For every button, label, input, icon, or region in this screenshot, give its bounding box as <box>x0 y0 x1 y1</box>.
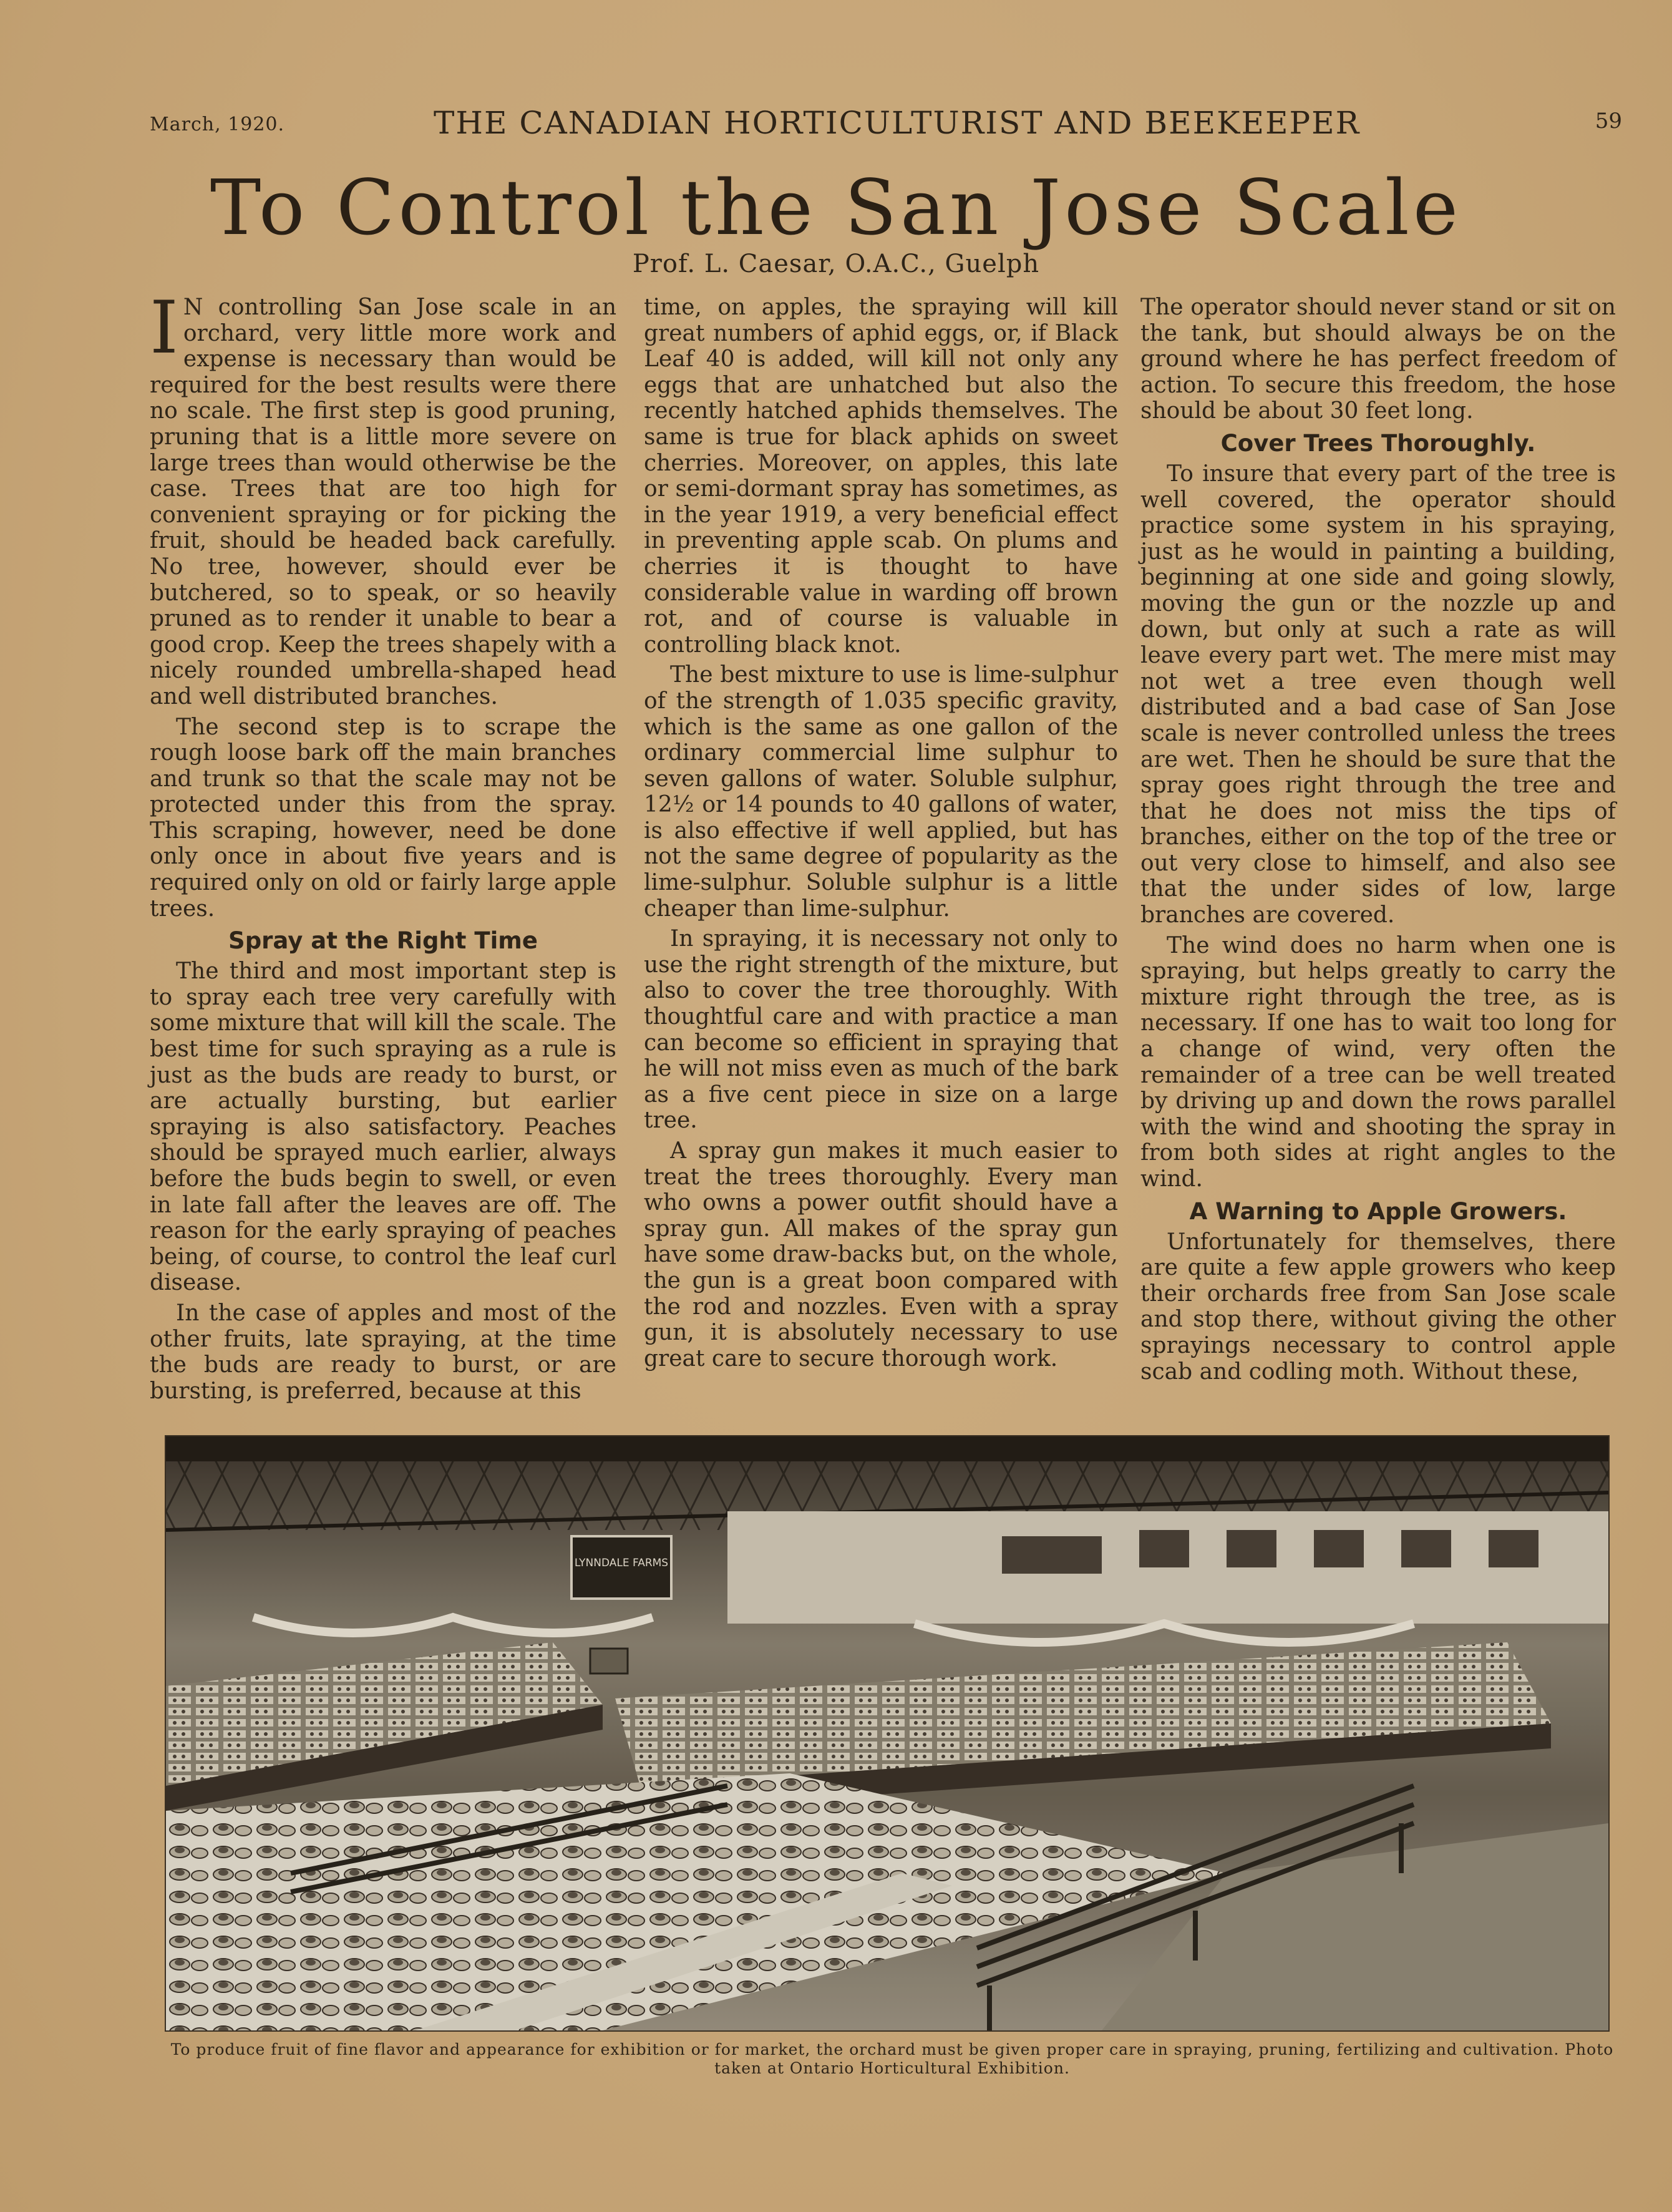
article-column-1 <box>150 286 616 1408</box>
paragraph: Unfortunately for themselves, there are quite a few apple growers who keep their orchards free from San Jose scale and stop there, without giving the other sprayings necessary to control apple scab and codling moth. Without these, <box>1140 1229 1616 1385</box>
exhibition-photo-illustration <box>166 1436 1608 2030</box>
paragraph: The wind does no harm when one is spraying, but helps greatly to carry the mixture right through the tree, as is necessary. If one has to wait too long for a change of wind, very often the remainder of a tree can be well treated by driving up and down the rows parallel with the wind and shooting the spray in from both sides at right angles to the wind. <box>1140 932 1616 1192</box>
paragraph: In the case of apples and most of the other fruits, late spraying, at the time the buds are ready to burst, or are bursting, is preferred, because at this <box>150 1300 616 1404</box>
publication-title: THE CANADIAN HORTICULTURIST AND BEEKEEPER <box>434 105 1361 141</box>
running-head <box>150 105 1622 149</box>
article-column-3 <box>1140 295 1616 1389</box>
paragraph: The operator should never stand or sit on the tank, but should always be on the ground where he has perfect freedom of action. To secure this freedom, the hose should be about 30 feet long. <box>1140 295 1616 424</box>
paragraph: To insure that every part of the tree is well covered, the operator should practice some system in his spraying, just as he would in painting a building, beginning at one side and going slowly, moving the gun or the nozzle up and down, but only at such a rate as will leave every part wet. The mere mist may not wet a tree even though well distributed and a bad case of San Jose scale is never controlled unless the trees are wet. Then he should be sure that the spray goes right through the tree and that he does not miss the tips of branches, either on the top of the tree or out very close to himself, and also see that the under sides of low, large branches are covered. <box>1140 460 1616 928</box>
drop-cap: I <box>150 286 178 370</box>
page-number: 59 <box>1595 109 1622 134</box>
article-column-2 <box>644 295 1118 1376</box>
issue-date: March, 1920. <box>150 114 285 135</box>
paragraph: The best mixture to use is lime-sulphur of the strength of 1.035 specific gravity, which is the same as one gallon of the ordinary commercial lime sulphur to seven gallons of water. Soluble sulphur, 12½ or 14 pounds to 40 gallons of water, is also effective if well applied, but has not the same degree of popularity as the lime-sulphur. Soluble sulphur is a little cheaper than lime-sulphur. <box>644 662 1118 922</box>
paragraph: time, on apples, the spraying will kill great numbers of aphid eggs, or, if Black Leaf 40 is added, will kill not only any eggs that are unhatched but also the recently hatched aphids themselves. The same is true for black aphids on sweet cherries. Moreover, on apples, this late or semi-dormant spray has sometimes, as in the year 1919, a very beneficial effect in preventing apple scab. On plums and cherries it is thought to have considerable value in warding off brown rot, and of course is valuable in controlling black knot. <box>644 295 1118 658</box>
paragraph: The second step is to scrape the rough loose bark off the main branches and trunk so that the scale may not be protected under this from the spray. This scraping, however, need be done only once in about five years and is required only on old or fairly large apple trees. <box>150 714 616 922</box>
exhibition-photo <box>165 1435 1610 2032</box>
article-byline: Prof. L. Caesar, O.A.C., Guelph <box>632 250 1040 278</box>
paragraph: A spray gun makes it much easier to treat the trees thoroughly. Every man who owns a power outfit should have a spray gun. All makes of the spray gun have some draw-backs but, on the whole, the gun is a great boon compared with the rod and nozzles. Even with a spray gun, it is absolutely necessary to use great care to secure thorough work. <box>644 1138 1118 1372</box>
subheading: Spray at the Right Time <box>228 927 538 955</box>
photo-banner-text: LYNNDALE FARMS <box>574 1557 669 1569</box>
paragraph: In spraying, it is necessary not only to use the right strength of the mixture, but also to cover the tree thoroughly. With thoughtful care and with practice a man can become so efficient in spraying that he will not miss even as much of the bark as a five cent piece in size on a large tree. <box>644 926 1118 1134</box>
subheading: Cover Trees Thoroughly. <box>1220 429 1536 457</box>
paragraph-text: N controlling San Jose scale in an orchard, very little more work and expense is necessary than would be required for the best results were there no scale. The first step is good pruning, pruning that is a little more severe on large trees than would otherwise be the case. Trees that are too high for convenient spraying or for picking the fruit, should be headed back carefully. No tree, however, should ever be butchered, so to speak, or so heavily pruned as to render it unable to bear a good crop. Keep the trees shapely with a nicely rounded umbrella-shaped head and well distributed branches. <box>150 295 616 709</box>
subheading: A Warning to Apple Growers. <box>1189 1197 1567 1225</box>
paragraph: The third and most important step is to spray each tree very carefully with some mixture that will kill the scale. The best time for such spraying as a rule is just as the buds are ready to burst, or are actually bursting, but earlier spraying is also satisfactory. Peaches should be sprayed much earlier, always before the buds begin to swell, or even in late fall after the leaves are off. The reason for the early spraying of peaches being, of course, to control the leaf curl disease. <box>150 958 616 1296</box>
photo-caption: To produce fruit of fine flavor and appearance for exhibition or for market, the orchard must be given proper care in spraying, pruning, fertilizing and cultivation. Photo taken at Ontario Horticultural Exhibition. <box>170 2040 1614 2077</box>
article-title: To Control the San Jose Scale <box>210 163 1462 252</box>
paragraph <box>150 286 616 710</box>
